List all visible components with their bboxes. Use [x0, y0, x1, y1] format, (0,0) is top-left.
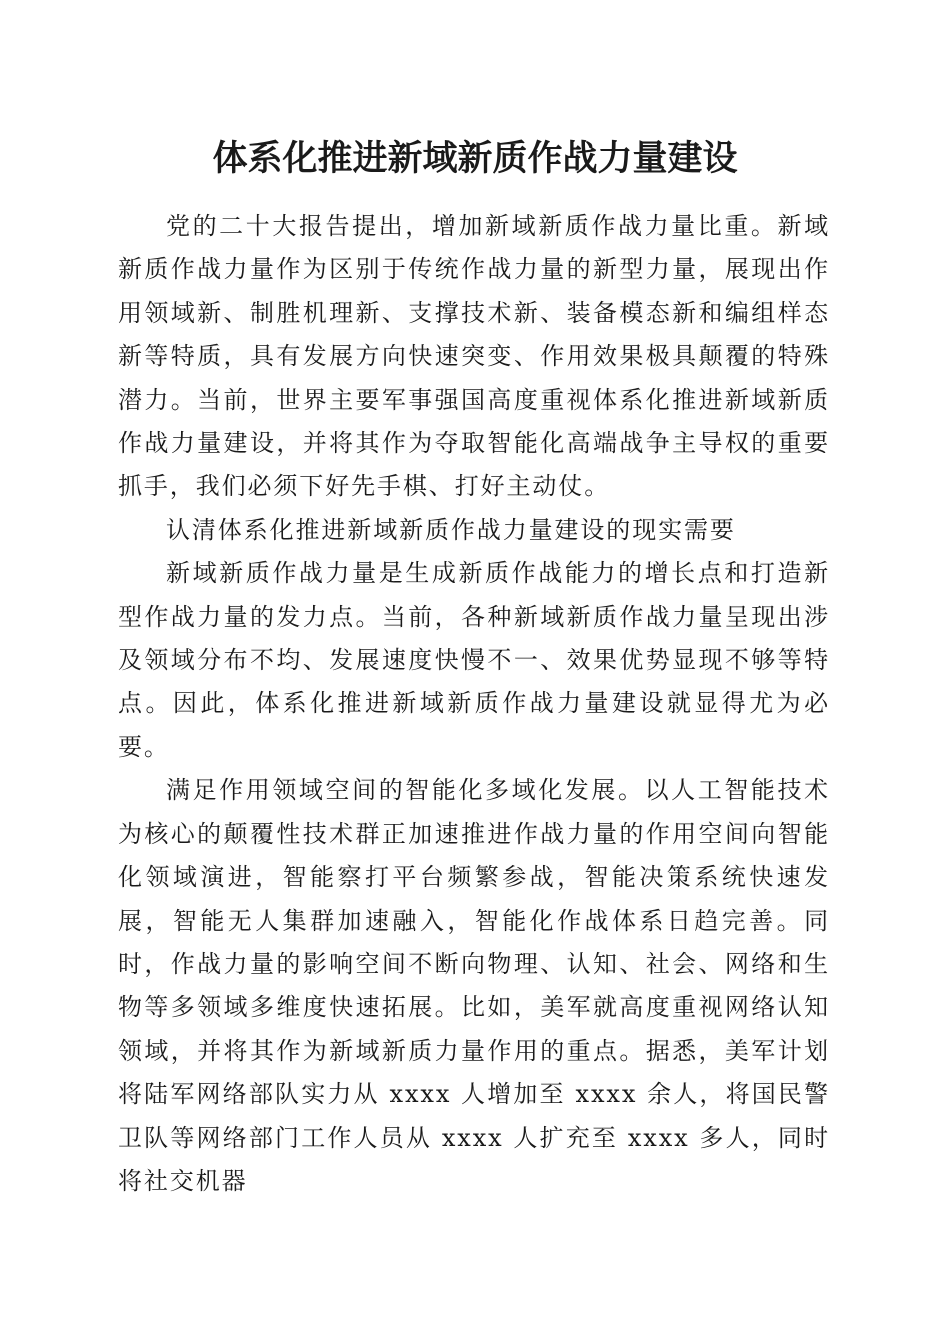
paragraph-domain-development: 满足作用领域空间的智能化多域化发展。以人工智能技术为核心的颠覆性技术群正加速推进作战力量的作用空间向智能化领域演进，智能察打平台频繁参战，智能决策系统快速发展，智能无人集群加速融入，智能化作战体系日趋完善。同时，作战力量的影响空间不断向物理、认知、社会、网络和生物等多领域多维度快速拓展。比如，美军就高度重视网络认知领域，并将其作为新域新质力量作用的重点。据悉，美军计划将陆军网络部队实力从 xxxx 人增加至 xxxx 余人，将国民警卫队等网络部门工作人员从 xxxx 人扩充至 xxxx 多人，同时将社交机器: [118, 776, 830, 1195]
section-heading: 认清体系化推进新域新质作战力量建设的现实需要: [166, 515, 736, 544]
document-body: [118, 205, 830, 1203]
paragraph-section-overview: 新域新质作战力量是生成新质作战能力的增长点和打造新型作战力量的发力点。当前，各种新域新质作战力量呈现出涉及领域分布不均、发展速度快慢不一、效果优势显现不够等特点。因此，体系化推进新域新质作战力量建设就显得尤为必要。: [118, 559, 830, 761]
document-title: 体系化推进新域新质作战力量建设: [212, 138, 738, 179]
paragraph-intro: 党的二十大报告提出，增加新域新质作战力量比重。新域新质作战力量作为区别于传统作战力量的新型力量，展现出作用领域新、制胜机理新、支撑技术新、装备模态新和编组样态新等特质，具有发展方向快速突变、作用效果极具颠覆的特殊潜力。当前，世界主要军事强国高度重视体系化推进新域新质作战力量建设，并将其作为夺取智能化高端战争主导权的重要抓手，我们必须下好先手棋、打好主动仗。: [118, 212, 830, 501]
